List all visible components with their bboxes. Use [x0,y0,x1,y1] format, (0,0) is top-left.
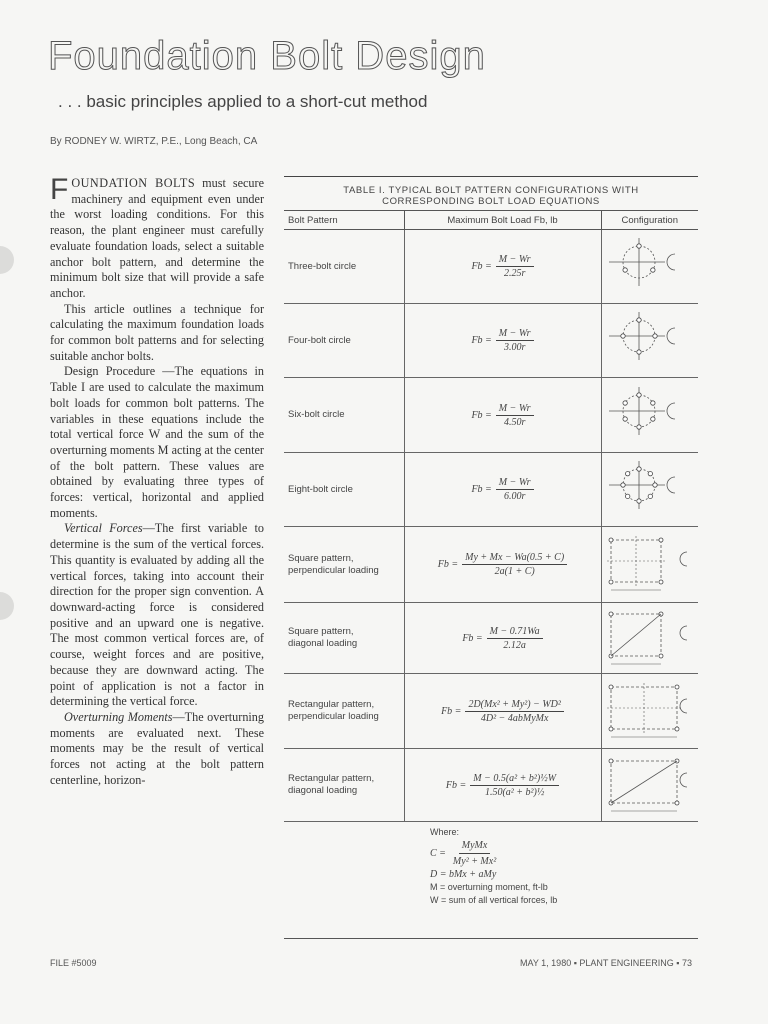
square-diagonal-diagram [603,606,697,668]
bolt-load-table [284,210,698,822]
binder-hole [0,592,14,620]
bolt-load-formula: Fb = $\frac{\text{2D(Mx² + My²) − WD²}}{\text{4D² − 4abMyMx}}$ [409,699,597,724]
square-perpendicular-diagram [603,532,697,594]
table-row [284,453,698,527]
bolt-pattern-cell: Square pattern, diagonal loading [284,603,404,674]
paragraph-design-procedure: Design Procedure —The equations in Table I are used to calculate the maximum bolt loads for common bolt patterns. The variables in these equations include the total vertical force W and the sum of the overturning moments M acting at the center of the bolt pattern. These values are obtained by evaluating three types of forces: vertical, horizontal and applied moments. [50,364,265,520]
bolt-load-formula: Fb = $\frac{M - 0.71Wa}{2.12a}$ [409,626,597,651]
bolt-pattern-cell: Rectangular pattern, perpendicular loading [284,674,404,749]
bolt-load-formula: Fb = $\frac{My + Mx - Wa(0.5 + C)}{2a(1 + C)}$ [409,552,597,577]
configuration-cell [601,674,698,749]
paragraph-outline: This article outlines a technique for calculating the maximum foundation loads for common bolt patterns and for selecting suitable anchor bolts. [50,301,264,363]
page-footer: MAY 1, 1980 ▪ PLANT ENGINEERING ▪ 73 [520,958,692,968]
configuration-cell [601,378,698,453]
bolt-pattern-cell: Rectangular pattern, diagonal loading [284,749,404,822]
configuration-cell [601,304,698,378]
six-bolt-circle-diagram [603,383,697,445]
table-caption: TABLE I. TYPICAL BOLT PATTERN CONFIGURATIONS WITH CORRESPONDING BOLT LOAD EQUATIONS [343,185,639,207]
bolt-load-formula-cell [404,674,601,749]
table-legend: Where: C = $\frac{\text{MyMx}}{\text{My² + Mx²}}$ D = bMx + aMy M = overturning moment, ft-lb W = sum of all vertical forces, lb [430,826,698,907]
bolt-table [284,176,698,907]
bolt-load-formula-cell [404,304,601,378]
paragraph-vertical-forces: Vertical Forces—The first variable to determine is the sum of the vertical forces. This quantity is evaluated by adding all the vertical forces, taking into account their direction for the proper sign convention. A downward-acting force is considered positive and an upward one is negative. The most common vertical forces are, of course, weight forces and are positive, because they are downward acting. The point of application is not a factor in determining the vertical force. [50,521,265,709]
binder-hole [0,246,14,274]
table-header-row [284,211,698,230]
paragraph-overturning-moments: Overturning Moments—The overturning moments are evaluated next. These moments may be the result of vertical forces not acting at the bolt pattern centerline, horizon- [50,709,264,787]
d-definition: D = bMx + aMy [430,869,497,880]
table-row [284,527,698,603]
table-row [284,230,698,304]
article-body [50,173,265,788]
rectangular-perpendicular-diagram [603,679,697,741]
bolt-load-formula-cell [404,527,601,603]
table-row [284,603,698,674]
bolt-load-formula-cell [404,378,601,453]
table-row [284,674,698,749]
bolt-load-formula: Fb = $\frac{M - Wr}{4.50r}$ [409,403,597,428]
configuration-cell [601,527,698,603]
bolt-pattern-cell: Four-bolt circle [284,304,404,378]
bolt-load-formula: Fb = $\frac{M - Wr}{6.00r}$ [409,477,597,502]
bolt-pattern-cell: Eight-bolt circle [284,453,404,527]
configuration-cell [601,603,698,674]
eight-bolt-circle-diagram [603,457,697,519]
paragraph-intro: FOUNDATION BOLTS must secure machinery and equipment even under the worst loading conditions. For this reason, the plant engineer must carefully evaluate foundation loads, select a suitable anchor bolt pattern, and determine the minimum bolt size that will provide a safe anchor. [50,173,264,300]
article-title: Foundation Bolt Design [48,34,486,78]
bolt-pattern-cell: Three-bolt circle [284,230,404,304]
bolt-load-formula: Fb = $\frac{M - Wr}{3.00r}$ [409,328,597,353]
bolt-load-formula-cell [404,230,601,304]
article-byline: By RODNEY W. WIRTZ, P.E., Long Beach, CA [50,136,258,147]
m-definition: M = overturning moment, ft-lb [430,882,548,892]
bolt-load-formula-cell [404,453,601,527]
header-bolt-pattern: Bolt Pattern [284,211,404,230]
four-bolt-circle-diagram [603,308,697,370]
bolt-load-formula: Fb = $\frac{\text{M − 0.5(a² + b²)½W}}{\text{1.50(a² + b²)½}}$ [409,773,597,798]
bolt-load-formula: Fb = $\frac{M - Wr}{2.25r}$ [409,254,597,279]
article-subtitle: . . . basic principles applied to a short-cut method [58,92,428,111]
bolt-pattern-cell: Six-bolt circle [284,378,404,453]
configuration-cell [601,453,698,527]
table-row [284,304,698,378]
drop-cap: F [50,173,69,206]
table-row [284,378,698,453]
rectangular-diagonal-diagram [603,753,697,815]
c-definition: C = $\frac{\text{MyMx}}{\text{My² + Mx²}}$ [430,840,497,867]
bolt-load-formula-cell [404,749,601,822]
header-max-bolt-load: Maximum Bolt Load Fb, lb [404,211,601,230]
configuration-cell [601,749,698,822]
header-configuration: Configuration [601,211,698,230]
table-row [284,749,698,822]
table-bottom-rule [284,938,698,939]
file-number: FILE #5009 [50,958,97,968]
configuration-cell [601,230,698,304]
three-bolt-circle-diagram [603,234,697,296]
bolt-pattern-cell: Square pattern, perpendicular loading [284,527,404,603]
bolt-load-formula-cell [404,603,601,674]
w-definition: W = sum of all vertical forces, lb [430,895,558,905]
